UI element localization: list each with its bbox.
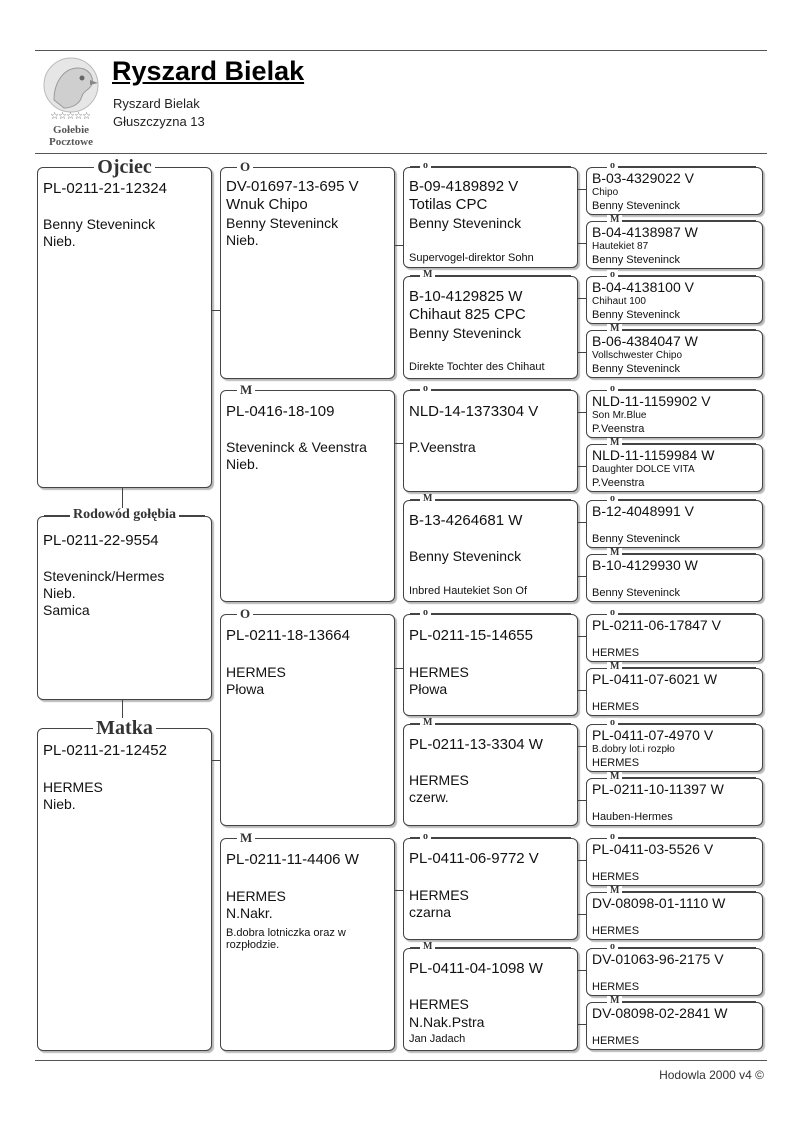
dam-father-breeder: HERMES: [226, 664, 286, 680]
col4-box-9[interactable]: [586, 607, 763, 662]
col3-box-5-ring: PL-0211-15-14655: [409, 627, 533, 644]
dam-father-label: O: [237, 607, 253, 621]
col4-box-label: o: [607, 608, 618, 618]
col4-box-breeder: HERMES: [592, 701, 640, 713]
col3-box-1-ring: B-09-4189892 V: [409, 178, 519, 195]
col3-box-5-label: o: [420, 608, 431, 618]
col4-box-5[interactable]: [586, 383, 763, 438]
col3-box-6-breeder: HERMES: [409, 772, 469, 788]
col4-box-ring: PL-0211-06-17847 V: [592, 617, 721, 633]
col4-box-breeder: HERMES: [592, 925, 640, 937]
sire-mother-breeder: Steveninck & Veenstra: [226, 439, 367, 455]
sire-mother-label: M: [237, 383, 255, 397]
connector: [578, 189, 586, 190]
col4-box-breeder: Hauben-Hermes: [592, 811, 673, 823]
col4-box-breeder: P.Veenstra: [592, 477, 645, 489]
father-ring: PL-0211-21-12324: [43, 180, 167, 197]
col4-box-note: Son Mr.Blue: [592, 410, 647, 421]
col4-box-ring: B-04-4138987 W: [592, 224, 698, 240]
sire-mother-box[interactable]: [220, 382, 395, 602]
connector: [578, 746, 586, 747]
col4-box-ring: DV-08098-01-1110 W: [592, 895, 726, 911]
mother-box[interactable]: [37, 717, 212, 1051]
col3-box-2[interactable]: [403, 269, 578, 379]
col4-box-ring: PL-0211-10-11397 W: [592, 781, 724, 797]
col4-box-ring: DV-01063-96-2175 V: [592, 951, 724, 967]
pigeon-box[interactable]: [37, 507, 212, 700]
col4-box-7[interactable]: [586, 493, 763, 548]
col3-box-4-label: M: [420, 494, 435, 504]
pigeon-ring: PL-0211-22-9554: [43, 532, 159, 549]
col4-box-2[interactable]: [586, 214, 763, 269]
connector: [578, 412, 586, 413]
col4-box-ring: PL-0411-07-4970 V: [592, 727, 714, 743]
col4-box-note: B.dobry lot.i rozpło: [592, 744, 675, 755]
connector: [578, 576, 586, 577]
sire-father-label: O: [237, 160, 253, 174]
col4-box-label: M: [607, 324, 622, 334]
col4-box-label: M: [607, 772, 622, 782]
dam-mother-note-line1: B.dobra lotniczka oraz w: [226, 927, 346, 939]
connector: [395, 443, 403, 444]
col4-box-1[interactable]: [586, 160, 763, 215]
col4-box-note: Hautekiet 87: [592, 241, 649, 252]
col4-box-ring: B-03-4329022 V: [592, 170, 694, 186]
pigeon-color: Nieb.: [43, 585, 76, 601]
col3-box-6[interactable]: [403, 717, 578, 826]
col4-box-label: o: [607, 718, 618, 728]
sire-father-color: Nieb.: [226, 232, 259, 248]
sire-father-box[interactable]: [220, 159, 395, 379]
col4-box-label: M: [607, 438, 622, 448]
col4-box-ring: B-10-4129930 W: [592, 557, 698, 573]
owner-title: Ryszard Bielak: [112, 56, 305, 86]
footer-credit: Hodowla 2000 v4 ©: [659, 1068, 764, 1082]
col3-box-8-note: Jan Jadach: [409, 1033, 466, 1045]
bottom-rule: [35, 1060, 767, 1061]
col4-box-16[interactable]: [586, 995, 763, 1050]
col3-box-8-breeder: HERMES: [409, 996, 469, 1012]
father-label: Ojciec: [94, 157, 154, 177]
col3-box-8-ring: PL-0411-04-1098 W: [409, 960, 543, 977]
pigeon-head-icon: [42, 56, 100, 114]
connector: [578, 243, 586, 244]
dam-mother-ring: PL-0211-11-4406 W: [226, 851, 359, 868]
col3-box-7-ring: PL-0411-06-9772 V: [409, 850, 539, 867]
col3-box-4-ring: B-13-4264681 W: [409, 512, 523, 529]
col3-box-1-name: Totilas CPC: [409, 196, 488, 213]
col4-box-breeder: Benny Steveninck: [592, 363, 681, 375]
col3-box-7-breeder: HERMES: [409, 887, 469, 903]
col3-box-5-color: Płowa: [409, 681, 448, 697]
col3-box-2-breeder: Benny Steveninck: [409, 325, 522, 341]
col3-box-1-label: o: [420, 161, 431, 171]
col4-box-label: M: [607, 548, 622, 558]
col4-box-breeder: Benny Steveninck: [592, 587, 681, 599]
col4-box-breeder: HERMES: [592, 871, 640, 883]
col3-box-3-ring: NLD-14-1373304 V: [409, 403, 539, 420]
dam-mother-note-line2: rozpłodzie.: [226, 939, 280, 951]
connector: [212, 310, 220, 311]
col4-box-ring: PL-0411-03-5526 V: [592, 841, 714, 857]
col4-box-10[interactable]: [586, 661, 763, 716]
col4-box-14[interactable]: [586, 885, 763, 940]
col3-box-3-label: o: [420, 384, 431, 394]
mother-breeder: HERMES: [43, 779, 103, 795]
col4-box-13[interactable]: [586, 831, 763, 886]
col4-box-label: M: [607, 215, 622, 225]
col4-box-3[interactable]: [586, 269, 763, 324]
col4-box-ring: PL-0411-07-6021 W: [592, 671, 718, 687]
connector: [578, 970, 586, 971]
connector: [578, 1024, 586, 1025]
col4-box-note: Chipo: [592, 187, 619, 198]
owner-name: Ryszard Bielak: [113, 96, 200, 111]
dam-father-box[interactable]: [220, 606, 395, 826]
connector: [578, 352, 586, 353]
col3-box-8-color: N.Nak.Pstra: [409, 1014, 485, 1030]
col3-box-4-breeder: Benny Steveninck: [409, 548, 522, 564]
col4-box-label: o: [607, 384, 618, 394]
sire-mother-ring: PL-0416-18-109: [226, 403, 335, 420]
col4-box-label: M: [607, 886, 622, 896]
connector: [395, 890, 403, 891]
col4-box-note: Chihaut 100: [592, 296, 646, 307]
connector: [578, 522, 586, 523]
col4-box-label: o: [607, 494, 618, 504]
connector: [578, 914, 586, 915]
col3-box-8[interactable]: [403, 941, 578, 1051]
col3-box-4[interactable]: [403, 493, 578, 602]
col3-box-1-note: Supervogel-direktor Sohn: [409, 252, 534, 264]
col4-box-ring: B-04-4138100 V: [592, 279, 694, 295]
col4-box-ring: NLD-11-1159902 V: [592, 393, 711, 409]
father-box[interactable]: [37, 156, 212, 488]
dam-mother-breeder: HERMES: [226, 888, 286, 904]
sire-father-breeder: Benny Steveninck: [226, 215, 339, 231]
logo-text-line1: Gołebie: [52, 124, 90, 136]
father-breeder: Benny Steveninck: [43, 216, 156, 232]
col4-box-4[interactable]: [586, 323, 763, 378]
col3-box-6-color: czerw.: [409, 789, 449, 805]
col3-box-2-name: Chihaut 825 CPC: [409, 306, 526, 323]
pigeon-breeder: Steveninck/Hermes: [43, 568, 165, 584]
col4-box-breeder: Benny Steveninck: [592, 309, 681, 321]
dam-father-color: Płowa: [226, 681, 265, 697]
connector: [578, 800, 586, 801]
col4-box-breeder: HERMES: [592, 1035, 640, 1047]
col3-box-6-ring: PL-0211-13-3304 W: [409, 736, 543, 753]
col4-box-note: Daughter DOLCE VITA: [592, 464, 695, 475]
col4-box-11[interactable]: [586, 717, 763, 772]
col4-box-breeder: Benny Steveninck: [592, 200, 681, 212]
col3-box-2-note: Direkte Tochter des Chihaut: [409, 361, 545, 373]
col3-box-7[interactable]: [403, 831, 578, 940]
mother-label: Matka: [93, 718, 156, 738]
header-rule: [35, 153, 767, 154]
logo-text-line2: Pocztowe: [49, 136, 93, 148]
connector: [395, 245, 403, 246]
connector: [578, 690, 586, 691]
col4-box-ring: B-12-4048991 V: [592, 503, 694, 519]
sire-father-ring: DV-01697-13-695 V: [226, 178, 359, 195]
connector: [578, 466, 586, 467]
col4-box-label: M: [607, 662, 622, 672]
col3-box-6-label: M: [420, 718, 435, 728]
col3-box-1-breeder: Benny Steveninck: [409, 215, 522, 231]
pigeon-label: Rodowód gołębia: [70, 508, 179, 522]
club-logo: [36, 54, 106, 150]
col4-box-label: o: [607, 161, 618, 171]
col4-box-breeder: HERMES: [592, 757, 640, 769]
connector: [578, 860, 586, 861]
dam-mother-box[interactable]: [220, 830, 395, 1051]
top-rule: [35, 50, 767, 51]
col4-box-label: o: [607, 832, 618, 842]
col4-box-label: M: [607, 996, 622, 1006]
col4-box-breeder: HERMES: [592, 981, 640, 993]
dam-mother-label: M: [237, 831, 255, 845]
col4-box-label: o: [607, 942, 618, 952]
dam-mother-color: N.Nakr.: [226, 905, 273, 921]
col3-box-3-breeder: P.Veenstra: [409, 439, 476, 455]
col4-box-6[interactable]: [586, 437, 763, 492]
sire-father-name: Wnuk Chipo: [226, 196, 308, 213]
connector: [578, 298, 586, 299]
pigeon-sex: Samica: [43, 602, 90, 618]
col3-box-1[interactable]: [403, 160, 578, 268]
mother-color: Nieb.: [43, 796, 76, 812]
col3-box-7-color: czarna: [409, 904, 452, 920]
father-color: Nieb.: [43, 233, 76, 249]
owner-address: Głuszczyzna 13: [113, 114, 205, 129]
sire-mother-color: Nieb.: [226, 456, 259, 472]
col4-box-breeder: Benny Steveninck: [592, 533, 681, 545]
col4-box-breeder: P.Veenstra: [592, 423, 645, 435]
col4-box-ring: DV-08098-02-2841 W: [592, 1005, 728, 1021]
col4-box-12[interactable]: [586, 771, 763, 826]
connector: [395, 668, 403, 669]
col3-box-5[interactable]: [403, 607, 578, 716]
col3-box-2-ring: B-10-4129825 W: [409, 288, 523, 305]
col4-box-breeder: HERMES: [592, 647, 640, 659]
col3-box-7-label: o: [420, 832, 431, 842]
connector: [212, 760, 220, 761]
col3-box-2-label: M: [420, 270, 435, 280]
col4-box-breeder: Benny Steveninck: [592, 254, 681, 266]
dam-father-ring: PL-0211-18-13664: [226, 627, 350, 644]
col3-box-8-label: M: [420, 942, 435, 952]
logo-stars: ☆☆☆☆☆: [50, 111, 90, 122]
col3-box-5-breeder: HERMES: [409, 664, 469, 680]
mother-ring: PL-0211-21-12452: [43, 742, 167, 759]
col3-box-4-note: Inbred Hautekiet Son Of: [409, 585, 528, 597]
col4-box-8[interactable]: [586, 547, 763, 602]
col3-box-3[interactable]: [403, 383, 578, 492]
col4-box-ring: B-06-4384047 W: [592, 333, 698, 349]
col4-box-note: Vollschwester Chipo: [592, 350, 683, 361]
col4-box-label: o: [607, 270, 618, 280]
col4-box-ring: NLD-11-1159984 W: [592, 447, 715, 463]
connector: [578, 636, 586, 637]
col4-box-15[interactable]: [586, 941, 763, 996]
